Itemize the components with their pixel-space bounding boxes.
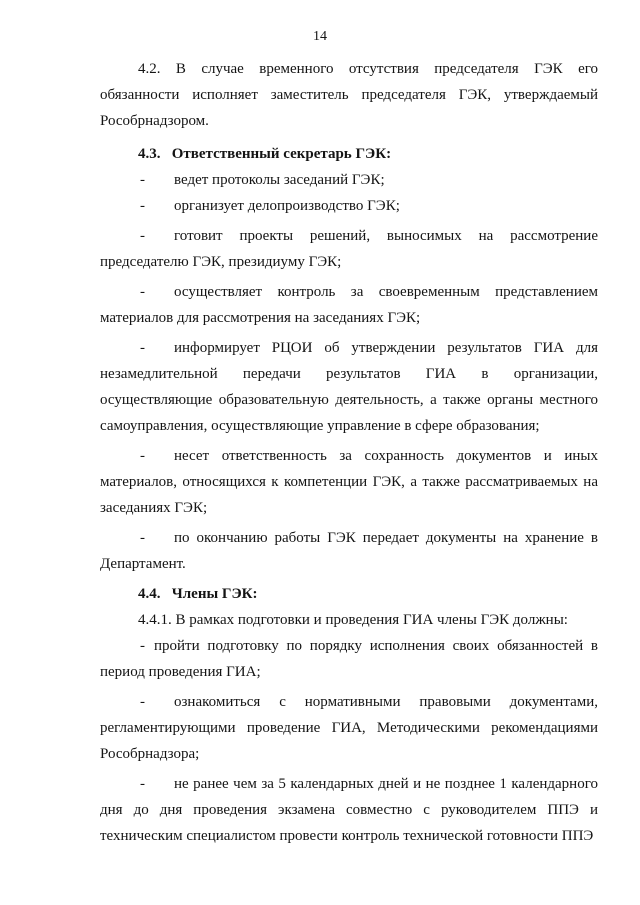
heading-4-3 (100, 141, 598, 167)
secretary-item (100, 193, 598, 219)
paragraph-4-2-text: В случае временного отсутствия председателя ГЭК его обязанности исполняет заместитель председателя ГЭК, утверждаемый Рособрнадзором. (100, 61, 598, 129)
secretary-item-text: ведет протоколы заседаний ГЭК; (174, 172, 385, 188)
member-item (100, 689, 598, 767)
heading-4-3-number: 4.3. (138, 146, 161, 162)
list-dash: - (140, 228, 145, 244)
heading-4-3-title: Ответственный секретарь ГЭК: (171, 146, 392, 162)
list-dash: - (140, 776, 145, 792)
list-dash: - (140, 198, 145, 214)
secretary-item (100, 223, 598, 275)
secretary-item-text: несет ответственность за сохранность документов и иных материалов, относящихся к компетенции ГЭК, а также рассматриваемых на заседаниях ГЭК; (100, 448, 598, 516)
list-dash: - (140, 340, 145, 356)
secretary-item-text: информирует РЦОИ об утверждении результатов ГИА для незамедлительной передачи результатов ГИА в организации, осуществляющие образовательную деятельность, а также органы местного самоуправления, осуществляющие управление в сфере образования; (100, 340, 598, 434)
paragraph-4-2 (100, 56, 598, 134)
secretary-item (100, 279, 598, 331)
secretary-item-text: осуществляет контроль за своевременным представлением материалов для рассмотрения на заседаниях ГЭК; (100, 284, 598, 326)
page-number: 14 (313, 29, 327, 44)
secretary-item-text: организует делопроизводство ГЭК; (174, 198, 400, 214)
secretary-item (100, 335, 598, 439)
list-dash: - (140, 284, 145, 300)
list-dash: - (140, 448, 145, 464)
member-item-text: ознакомиться с нормативными правовыми документами, регламентирующими проведение ГИА, Методическими рекомендациями Рособрнадзора; (100, 694, 598, 762)
list-dash: - (140, 638, 145, 654)
secretary-item-text: по окончанию работы ГЭК передает документы на хранение в Департамент. (100, 530, 598, 572)
secretary-item-text: готовит проекты решений, выносимых на рассмотрение председателю ГЭК, президиуму ГЭК; (100, 228, 598, 270)
member-item (100, 771, 598, 849)
secretary-item (100, 525, 598, 577)
heading-4-4-title: Члены ГЭК: (171, 586, 258, 602)
heading-4-4 (100, 581, 598, 607)
paragraph-4-2-number: 4.2. (138, 61, 161, 77)
document-body (100, 56, 598, 849)
secretary-item (100, 167, 598, 193)
list-dash: - (140, 172, 145, 188)
list-dash: - (140, 694, 145, 710)
list-dash: - (140, 530, 145, 546)
paragraph-4-4-1: 4.4.1. В рамках подготовки и проведения ГИА члены ГЭК должны: (138, 612, 568, 628)
member-item-text: пройти подготовку по порядку исполнения своих обязанностей в период проведения ГИА; (100, 638, 598, 680)
member-item-text: не ранее чем за 5 календарных дней и не позднее 1 календарного дня до дня проведения экзамена совместно с руководителем ППЭ и техническим специалистом провести контроль технической готовности ППЭ (100, 776, 598, 844)
secretary-item (100, 443, 598, 521)
heading-4-4-number: 4.4. (138, 586, 161, 602)
member-item (100, 633, 598, 685)
